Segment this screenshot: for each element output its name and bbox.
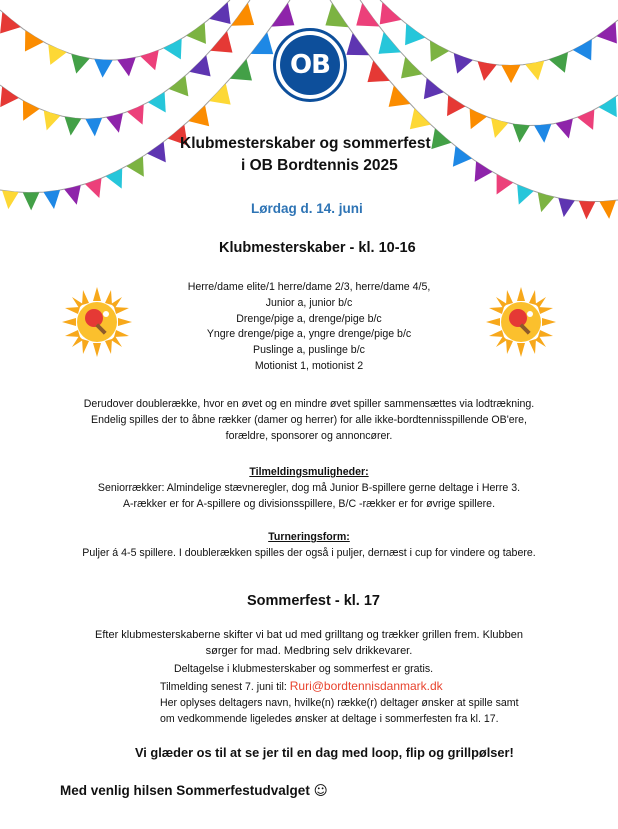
title-line-1: Klubmesterskaber og sommerfest xyxy=(180,135,431,152)
bunting-flag xyxy=(470,109,487,129)
bunting-flag xyxy=(251,32,274,54)
bunting-flag xyxy=(475,161,493,181)
bunting-flag xyxy=(325,3,348,27)
paragraph-line: sørger for mad. Medbring selv drikkevarer. xyxy=(205,644,413,657)
bunting-flag xyxy=(447,95,465,116)
bunting-flag xyxy=(231,3,254,26)
bunting-flag xyxy=(65,117,82,136)
bunting-flag xyxy=(163,39,181,60)
klubmesterskaber-heading: Klubmesterskaber - kl. 10-16 xyxy=(219,240,416,256)
ob-logo-text: OB xyxy=(280,35,340,95)
paragraph-line: Endelig spilles der to åbne rækker (damer og herrer) for alle ikke-bordtennisspillende OB'ere, xyxy=(91,413,527,426)
bunting-flag xyxy=(71,54,89,74)
closing-tagline: Vi glæder os til at se jer til en dag med loop, flip og grillpølser! xyxy=(135,745,514,760)
bunting-flag xyxy=(126,156,144,176)
class-list-item: Yngre drenge/pige a, yngre drenge/pige b/c xyxy=(206,328,412,341)
bunting-flag xyxy=(209,2,230,24)
bunting-flag xyxy=(389,86,411,107)
paragraph-line: A-rækker er for A-spillere og divisionsspillere, B/C -rækker er for øvrige spillere. xyxy=(122,497,496,510)
paragraph-line: Seniorrækker: Almindelige stævneregler, dog må Junior B-spillere gerne deltage i Herre 3. xyxy=(97,481,521,494)
bunting-flag xyxy=(453,146,472,167)
bunting-flag xyxy=(410,108,431,129)
bunting-flag xyxy=(209,83,230,104)
class-list-item: Drenge/pige a, drenge/pige b/c xyxy=(236,312,382,325)
bunting-flag xyxy=(85,118,102,136)
bunting-flag xyxy=(127,105,144,125)
registration-options-section xyxy=(0,465,618,512)
bunting-flag xyxy=(579,201,595,219)
paragraph-line: Derudover doublerække, hvor en øvet og en mindre øvet spiller sammensættes via lodtrækning. xyxy=(83,398,535,410)
signup-line xyxy=(160,679,443,696)
bunting-flag xyxy=(538,193,554,213)
bunting-flag xyxy=(106,113,123,133)
bunting-flag xyxy=(169,76,189,97)
bunting-flag xyxy=(380,2,402,24)
class-list-item: Herre/dame elite/1 herre/dame 2/3, herre/dame 4/5, xyxy=(187,281,431,293)
bunting-flag xyxy=(478,61,497,80)
bunting-flag xyxy=(23,192,40,210)
bunting-flag xyxy=(356,3,379,26)
free-participation-text: Deltagelse i klubmesterskaber og sommerfest er gratis. xyxy=(174,663,434,675)
bunting-flag xyxy=(271,3,294,27)
bunting-flag xyxy=(94,59,112,77)
bunting-flag xyxy=(230,59,252,80)
bunting-flag xyxy=(25,30,44,51)
bunting-flag xyxy=(379,32,401,54)
bunting-flag xyxy=(190,55,211,76)
doubles-paragraph xyxy=(0,397,618,444)
bunting-flag xyxy=(599,200,615,219)
bunting-flag xyxy=(85,178,102,198)
bunting-flag xyxy=(148,92,166,112)
paragraph-line: Efter klubmesterskaberne skifter vi bat ud med grilltang og trækker grillen frem. Klubben xyxy=(95,629,523,641)
bunting-flag xyxy=(147,142,166,163)
bunting-flag xyxy=(454,53,473,73)
paragraph-line: om vedkommende ligeledes ønsker at deltage i sommerfesten fra kl. 17. xyxy=(160,712,499,725)
bunting-flag xyxy=(346,33,369,55)
bunting-flag xyxy=(44,111,61,131)
bunting-flag xyxy=(534,124,551,143)
paragraph-line: forældre, sponsorer og annoncører. xyxy=(225,429,393,442)
bunting-flag xyxy=(573,39,592,60)
signup-label: Tilmelding senest 7. juni til: xyxy=(160,681,287,693)
paragraph-line: Puljer á 4-5 spillere. I doublerækken spilles der også i puljer, dernæst i cup for vindere og tabere. xyxy=(82,546,536,559)
class-list-item: Junior a, junior b/c xyxy=(265,296,353,309)
bunting-flag xyxy=(106,168,123,188)
ob-logo xyxy=(273,28,347,102)
tournament-format-section xyxy=(0,530,618,562)
bunting-flag xyxy=(431,128,451,149)
bunting-flag xyxy=(513,124,530,143)
event-date: Lørdag d. 14. juni xyxy=(251,201,363,216)
smiley-icon: ☺ xyxy=(313,783,328,799)
bunting-flag xyxy=(558,198,574,217)
bunting-flag xyxy=(405,24,425,45)
bunting-flag xyxy=(497,174,513,194)
bunting-flag xyxy=(0,12,21,33)
bunting-flag xyxy=(599,97,617,118)
bunting-flag xyxy=(23,101,40,121)
class-list-item: Motionist 1, motionist 2 xyxy=(254,359,364,372)
bunting-flag xyxy=(556,119,573,139)
bunting-flag xyxy=(2,190,19,209)
bunting-flag xyxy=(577,110,594,130)
bunting-flag xyxy=(189,105,210,126)
class-list-item: Puslinge a, puslinge b/c xyxy=(253,344,365,357)
bunting-flag xyxy=(48,44,66,65)
title-line-2: i OB Bordtennis 2025 xyxy=(241,157,398,174)
bunting-flag xyxy=(0,87,19,108)
bunting-flag xyxy=(44,190,61,209)
bunting-flag xyxy=(597,22,617,44)
signup-email-link[interactable]: Ruri@bordtennisdanmark.dk xyxy=(289,679,443,693)
bunting-flag xyxy=(367,61,389,82)
signoff-line xyxy=(60,783,328,799)
bunting-flag xyxy=(549,52,568,72)
bunting-flag xyxy=(117,57,135,76)
tournament-format-heading: Turneringsform: xyxy=(268,531,350,543)
sun-paddle-icon-right xyxy=(486,287,556,357)
signup-details xyxy=(160,696,519,728)
bunting-flag xyxy=(210,31,232,52)
bunting-flag xyxy=(424,78,444,99)
registration-options-heading: Tilmeldingsmuligheder: xyxy=(249,466,369,478)
bunting-flag xyxy=(401,57,422,78)
bunting-flag xyxy=(430,41,449,62)
sommerfest-heading: Sommerfest - kl. 17 xyxy=(247,593,380,609)
bunting-flag xyxy=(501,65,520,83)
bunting-flag xyxy=(491,118,508,138)
sun-paddle-icon-left xyxy=(62,287,132,357)
sommerfest-intro xyxy=(0,628,618,660)
signoff-text: Med venlig hilsen Sommerfestudvalget xyxy=(60,783,310,798)
paragraph-line: Her oplyses deltagers navn, hvilke(n) række(r) deltager ønsker at spille samt xyxy=(160,697,519,709)
